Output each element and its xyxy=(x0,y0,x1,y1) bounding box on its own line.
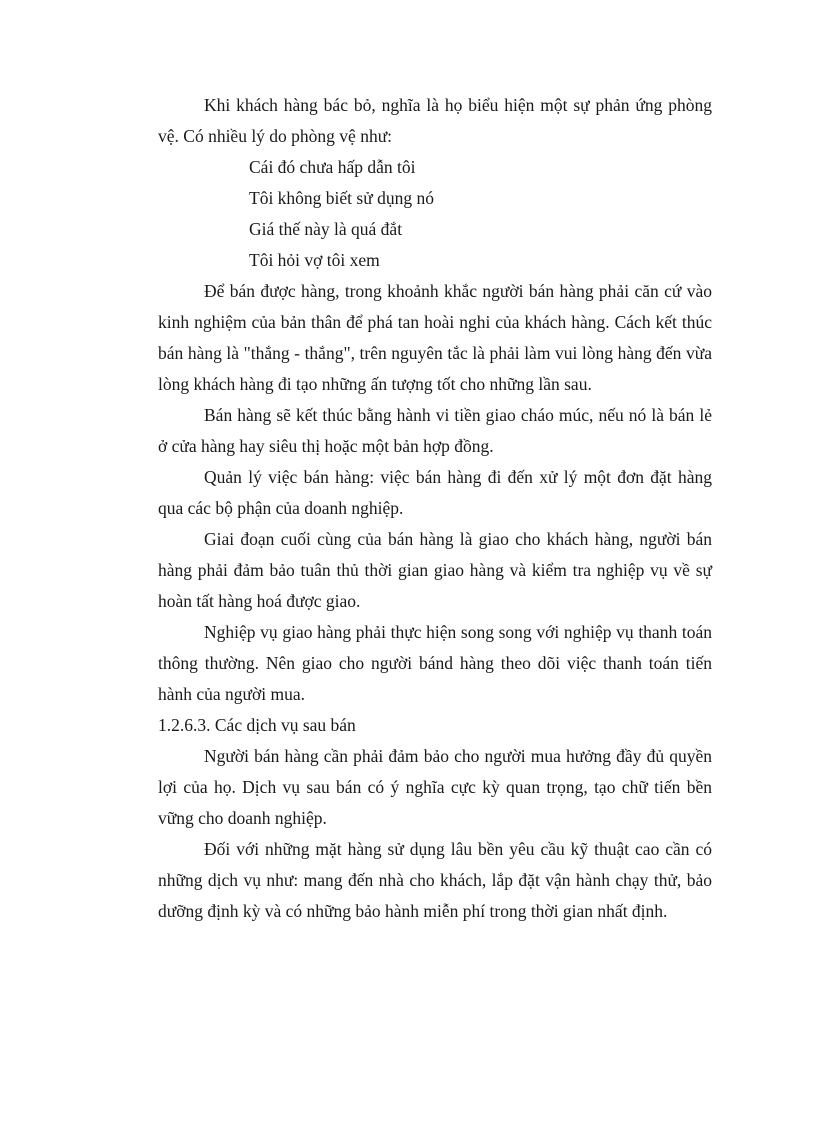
paragraph-sale-ending: Bán hàng sẽ kết thúc bằng hành vi tiền giao cháo múc, nếu nó là bán lẻ ở cửa hàng hay siêu thị hoặc một bản hợp đồng. xyxy=(158,405,712,456)
list-item: Cái đó chưa hấp dẫn tôi xyxy=(249,157,416,177)
objection-list xyxy=(158,152,712,276)
paragraph-delivery: Giai đoạn cuối cùng của bán hàng là giao cho khách hàng, người bán hàng phải đảm bảo tuân thủ thời gian giao hàng và kiểm tra nghiệp vụ về sự hoàn tất hàng hoá được giao. xyxy=(158,529,712,611)
list-item: Giá thế này là quá đắt xyxy=(249,219,403,239)
paragraph-after-sales: Người bán hàng cần phải đảm bảo cho người mua hưởng đầy đủ quyền lợi của họ. Dịch vụ sau bán có ý nghĩa cực kỳ quan trọng, tạo chữ tiến bền vững cho doanh nghiệp. xyxy=(158,746,712,828)
list-item: Tôi không biết sử dụng nó xyxy=(249,188,434,208)
paragraph-payment: Nghiệp vụ giao hàng phải thực hiện song song với nghiệp vụ thanh toán thông thường. Nên giao cho người bánd hàng theo dõi việc thanh toán tiến hành của người mua. xyxy=(158,622,712,704)
paragraph-durable-goods: Đối với những mặt hàng sử dụng lâu bền yêu cầu kỹ thuật cao cần có những dịch vụ như: mang đến nhà cho khách, lắp đặt vận hành chạy thử, bảo dưỡng định kỳ và có những bảo hành miễn phí trong thời gian nhất định. xyxy=(158,839,712,921)
list-item: Tôi hỏi vợ tôi xem xyxy=(249,250,380,270)
paragraph-sales-management: Quản lý việc bán hàng: việc bán hàng đi đến xử lý một đơn đặt hàng qua các bộ phận của doanh nghiệp. xyxy=(158,467,712,518)
section-heading: 1.2.6.3. Các dịch vụ sau bán xyxy=(158,715,356,735)
document-page xyxy=(158,90,712,927)
paragraph-closing-sale: Để bán được hàng, trong khoảnh khắc người bán hàng phải căn cứ vào kinh nghiệm của bản thân để phá tan hoài nghi của khách hàng. Cách kết thúc bán hàng là "thắng - thắng", trên nguyên tắc là phải làm vui lòng hàng đến vừa lòng khách hàng đi tạo những ấn tượng tốt cho những lần sau. xyxy=(158,281,712,394)
paragraph-defensive-reactions: Khi khách hàng bác bỏ, nghĩa là họ biểu hiện một sự phản ứng phòng vệ. Có nhiều lý do phòng vệ như: xyxy=(158,95,712,146)
